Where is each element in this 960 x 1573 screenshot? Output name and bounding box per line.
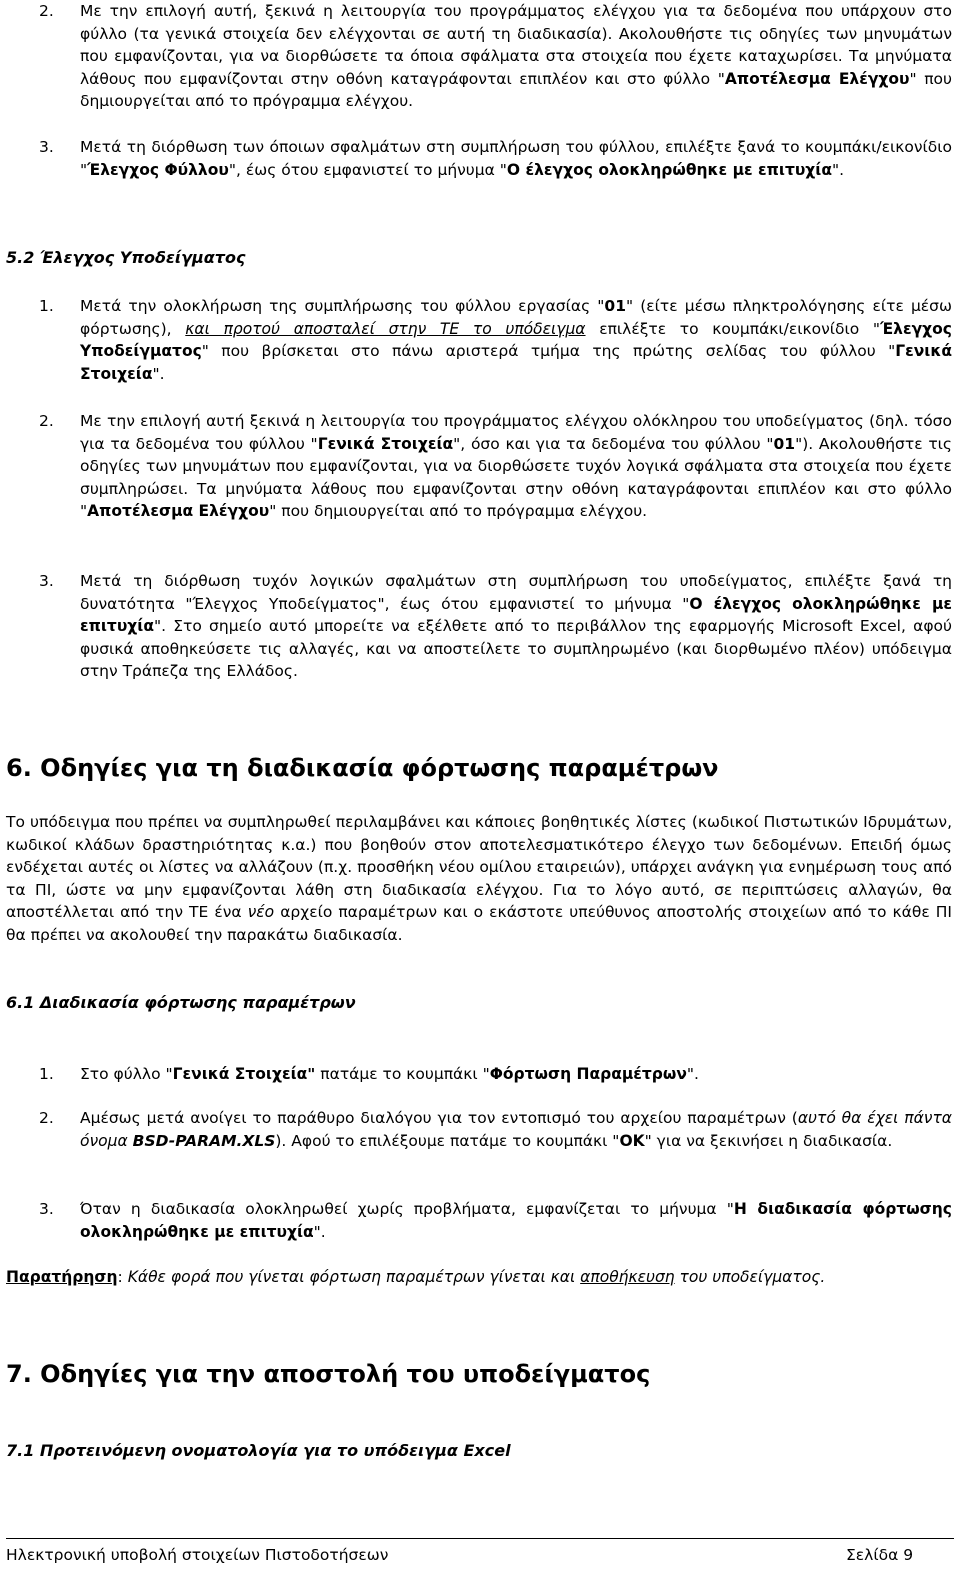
list-text: Στο φύλλο "Γενικά Στοιχεία" πατάμε το κουμπάκι "Φόρτωση Παραμέτρων". <box>80 1065 699 1083</box>
section-heading-7: 7. Οδηγίες για την αποστολή του υποδείγματος <box>6 1360 651 1388</box>
page-number: Σελίδα 9 <box>846 1546 914 1564</box>
list-text: Με την επιλογή αυτή ξεκινά η λειτουργία του προγράμματος ελέγχου ολόκληρου του υποδείγματος (δηλ. τόσο για τα δεδομένα του φύλλου "Γενικά Στοιχεία", όσο και για τα δεδομένα του φύλλου "01"). Ακολουθήστε τις οδηγίες των μηνυμάτων που εμφανίζονται, για να διορθώσετε τυχόν λογικά σφάλματα στα στοιχεία που έχετε συμπληρώσει. Τα μηνύματα λάθους που εμφανίζονται στην οθόνη καταγράφονται επιπλέον και στο φύλλο "Αποτέλεσμα Ελέγχου" που δημιουργείται από το πρόγραμμα ελέγχου. <box>80 412 952 520</box>
section-heading-6: 6. Οδηγίες για τη διαδικασία φόρτωσης παραμέτρων <box>6 754 719 782</box>
list-number: 2. <box>39 2 54 20</box>
section-6-paragraph: Το υπόδειγμα που πρέπει να συμπληρωθεί περιλαμβάνει και κάποιες βοηθητικές λίστες (κωδικοί Πιστωτικών Ιδρυμάτων, κωδικοί κλάδων δραστηριότητας κ.α.) που βοηθούν στον αποτελεσματικότερο έλεγχο των δεδομένων. Επειδή όμως ενδέχεται αυτές οι λίστες να αλλάζουν (π.χ. προσθήκη νέου ομίλου εταιρειών), υπάρχει ανάγκη για ενημέρωση τους από τα ΠΙ, ώστε να μην εμφανίζονται λάθη στη διαδικασία ελέγχου. Για το λόγο αυτό, σε περιπτώσεις αλλαγών, θα αποστέλλεται από την ΤΕ ένα νέο αρχείο παραμέτρων και ο εκάστοτε υπεύθυνος αποστολής στοιχείων από το κάθε ΠΙ θα πρέπει να ακολουθεί την παρακάτω διαδικασία. <box>6 813 952 944</box>
list-text: Όταν η διαδικασία ολοκληρωθεί χωρίς προβλήματα, εμφανίζεται το μήνυμα "Η διαδικασία φόρτωσης ολοκληρώθηκε με επιτυχία". <box>80 1200 952 1241</box>
section-heading-7-1: 7.1 Προτεινόμενη ονοματολογία για το υπόδειγμα Excel <box>6 1441 511 1460</box>
list-number: 2. <box>39 1109 54 1127</box>
list-number: 1. <box>39 297 54 315</box>
list-text: Μετά τη διόρθωση των όποιων σφαλμάτων στη συμπλήρωση του φύλλου, επιλέξτε ξανά το κουμπάκι/εικονίδιο "Έλεγχος Φύλλου", έως ότου εμφανιστεί το μήνυμα "Ο έλεγχος ολοκληρώθηκε με επιτυχία". <box>80 138 952 179</box>
list-number: 3. <box>39 572 54 590</box>
footer-title: Ηλεκτρονική υποβολή στοιχείων Πιστοδοτήσεων <box>6 1546 389 1564</box>
list-number: 2. <box>39 412 54 430</box>
section-heading-5-2: 5.2 Έλεγχος Υποδείγματος <box>6 248 246 267</box>
list-number: 3. <box>39 1200 54 1218</box>
list-text: Με την επιλογή αυτή, ξεκινά η λειτουργία του προγράμματος ελέγχου για τα δεδομένα που υπάρχουν στο φύλλο (τα γενικά στοιχεία δεν ελέγχονται σε αυτή τη διαδικασία). Ακολουθήστε τις οδηγίες των μηνυμάτων που εμφανίζονται, για να διορθώσετε τα όποια σφάλματα στα στοιχεία που έχετε καταχωρίσει. Τα μηνύματα λάθους που εμφανίζονται στην οθόνη καταγράφονται επιπλέον και στο φύλλο "Αποτέλεσμα Ελέγχου" που δημιουργείται από το πρόγραμμα ελέγχου. <box>80 2 952 110</box>
section-heading-6-1: 6.1 Διαδικασία φόρτωσης παραμέτρων <box>6 993 356 1012</box>
list-number: 1. <box>39 1065 54 1083</box>
note-paragraph: Παρατήρηση: Κάθε φορά που γίνεται φόρτωση παραμέτρων γίνεται και αποθήκευση του υποδείγματος. <box>6 1268 826 1286</box>
list-number: 3. <box>39 138 54 156</box>
list-text: Μετά την ολοκλήρωση της συμπλήρωσης του φύλλου εργασίας "01" (είτε μέσω πληκτρολόγησης είτε μέσω φόρτωσης), και προτού αποσταλεί στην ΤΕ το υπόδειγμα επιλέξτε το κουμπάκι/εικονίδιο "Έλεγχος Υποδείγματος" που βρίσκεται στο πάνω αριστερά τμήμα της πρώτης σελίδας του φύλλου "Γενικά Στοιχεία". <box>80 297 952 383</box>
list-text: Μετά τη διόρθωση τυχόν λογικών σφαλμάτων στη συμπλήρωση του υποδείγματος, επιλέξτε ξανά τη δυνατότητα "Έλεγχος Υποδείγματος", έως ότου εμφανιστεί το μήνυμα "Ο έλεγχος ολοκληρώθηκε με επιτυχία". Στο σημείο αυτό μπορείτε να εξέλθετε από το περιβάλλον της εφαρμογής Microsoft Excel, αφού φυσικά αποθηκεύσετε τις αλλαγές, και να αποστείλετε το συμπληρωμένο (και διορθωμένο πλέον) υπόδειγμα στην Τράπεζα της Ελλάδος. <box>80 572 952 680</box>
list-text: Αμέσως μετά ανοίγει το παράθυρο διαλόγου για τον εντοπισμό του αρχείου παραμέτρων (αυτό θα έχει πάντα όνομα BSD-PARAM.XLS). Αφού το επιλέξουμε πατάμε το κουμπάκι "ΟΚ" για να ξεκινήσει η διαδικασία. <box>80 1109 952 1150</box>
footer-divider <box>6 1538 954 1539</box>
